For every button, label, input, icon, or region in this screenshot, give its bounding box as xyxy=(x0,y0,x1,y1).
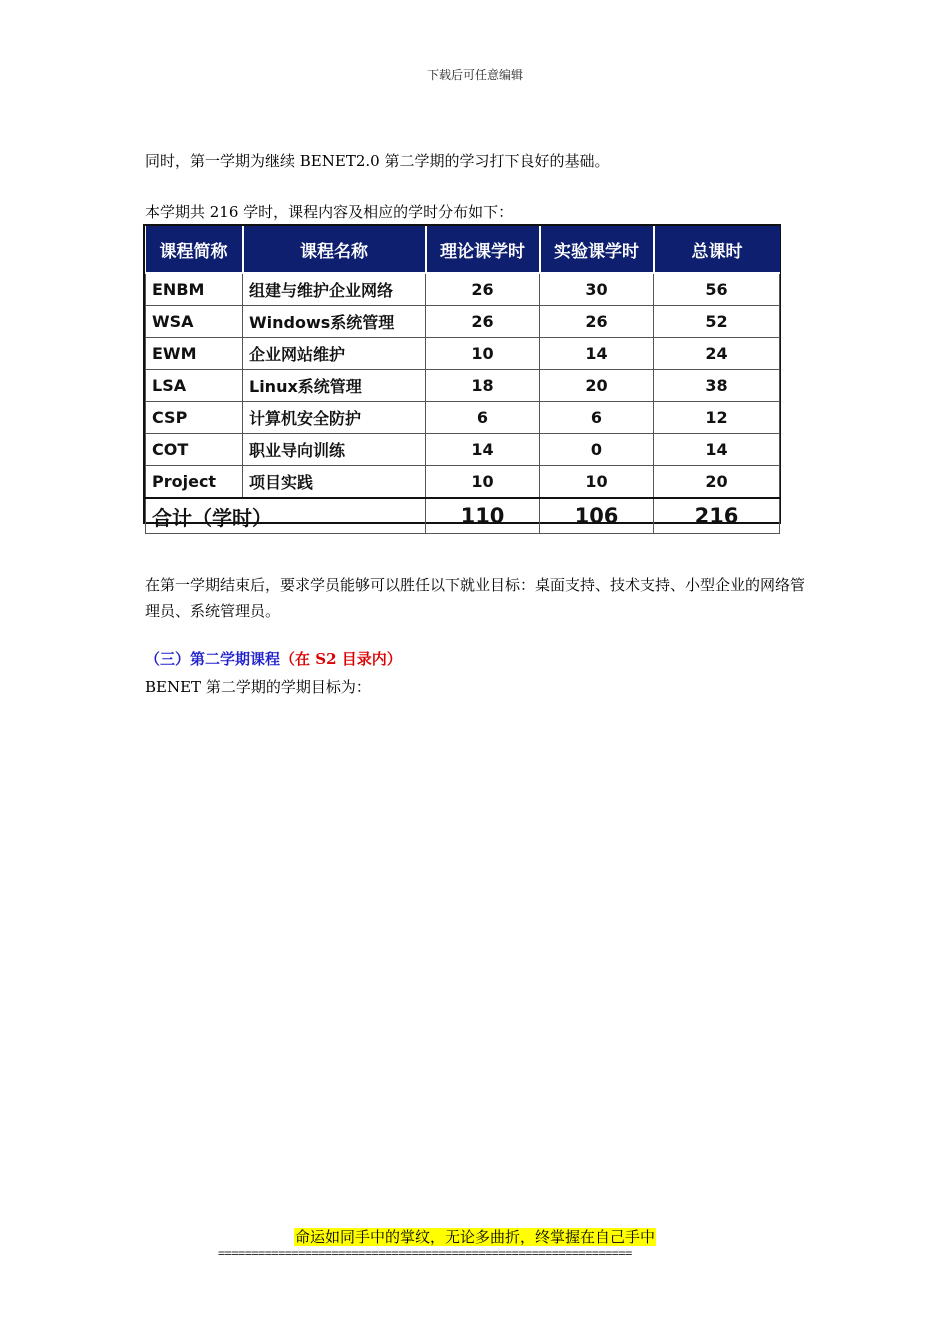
total-theory: 110 xyxy=(426,498,540,534)
cell-name: 组建与维护企业网络 xyxy=(243,273,426,306)
total-label: 合计（学时） xyxy=(146,498,426,534)
course-table xyxy=(145,226,780,534)
section-heading xyxy=(145,646,810,672)
cell-total: 14 xyxy=(654,434,780,466)
total-lab: 106 xyxy=(540,498,654,534)
cell-lab: 26 xyxy=(540,306,654,338)
cell-total: 52 xyxy=(654,306,780,338)
header-lab: 实验课学时 xyxy=(540,226,654,273)
cell-total: 12 xyxy=(654,402,780,434)
section-heading-note: （在 S2 目录内） xyxy=(280,650,402,668)
cell-abbr: Project xyxy=(146,466,243,499)
cell-lab: 0 xyxy=(540,434,654,466)
paragraph-intro: 同时，第一学期为继续 BENET2.0 第二学期的学习打下良好的基础。 xyxy=(145,152,610,170)
footer-motto-text: 命运如同手中的掌纹，无论多曲折，终掌握在自己手中 xyxy=(294,1228,655,1246)
cell-theory: 26 xyxy=(426,306,540,338)
header-total: 总课时 xyxy=(654,226,780,273)
course-table-container xyxy=(143,224,781,530)
paragraph-goals: 在第一学期结束后，要求学员能够可以胜任以下就业目标：桌面支持、技术支持、小型企业的网络管理员、系统管理员。 xyxy=(145,576,806,620)
cell-theory: 18 xyxy=(426,370,540,402)
cell-theory: 26 xyxy=(426,273,540,306)
cell-name: 计算机安全防护 xyxy=(243,402,426,434)
header-theory: 理论课学时 xyxy=(426,226,540,273)
cell-lab: 6 xyxy=(540,402,654,434)
cell-lab: 30 xyxy=(540,273,654,306)
cell-abbr: COT xyxy=(146,434,243,466)
section-heading-title: （三）第二学期课程 xyxy=(145,650,281,668)
table-row xyxy=(146,370,780,402)
table-total-row xyxy=(146,498,780,534)
footer-divider: ============================================================== xyxy=(218,1246,632,1260)
cell-abbr: LSA xyxy=(146,370,243,402)
table-row xyxy=(146,338,780,370)
cell-abbr: ENBM xyxy=(146,273,243,306)
cell-lab: 20 xyxy=(540,370,654,402)
table-row xyxy=(146,306,780,338)
cell-lab: 10 xyxy=(540,466,654,499)
paragraph-term2: BENET 第二学期的学期目标为： xyxy=(145,678,371,696)
cell-name: Windows系统管理 xyxy=(243,306,426,338)
table-header-row xyxy=(146,226,780,273)
cell-theory: 10 xyxy=(426,338,540,370)
table-row xyxy=(146,466,780,499)
cell-total: 38 xyxy=(654,370,780,402)
cell-total: 20 xyxy=(654,466,780,499)
header-name: 课程名称 xyxy=(243,226,426,273)
header-abbr: 课程简称 xyxy=(146,226,243,273)
cell-name: 企业网站维护 xyxy=(243,338,426,370)
cell-total: 56 xyxy=(654,273,780,306)
cell-theory: 6 xyxy=(426,402,540,434)
cell-abbr: EWM xyxy=(146,338,243,370)
cell-theory: 10 xyxy=(426,466,540,499)
cell-abbr: CSP xyxy=(146,402,243,434)
footer-motto xyxy=(0,1226,950,1247)
cell-lab: 14 xyxy=(540,338,654,370)
table-row xyxy=(146,402,780,434)
cell-name: 项目实践 xyxy=(243,466,426,499)
paragraph-hours: 本学期共 216 学时，课程内容及相应的学时分布如下： xyxy=(145,203,514,221)
cell-name: 职业导向训练 xyxy=(243,434,426,466)
page-header: 下载后可任意编辑 xyxy=(426,68,523,82)
table-row xyxy=(146,273,780,306)
cell-theory: 14 xyxy=(426,434,540,466)
cell-total: 24 xyxy=(654,338,780,370)
total-sum: 216 xyxy=(654,498,780,534)
table-row xyxy=(146,434,780,466)
cell-abbr: WSA xyxy=(146,306,243,338)
cell-name: Linux系统管理 xyxy=(243,370,426,402)
